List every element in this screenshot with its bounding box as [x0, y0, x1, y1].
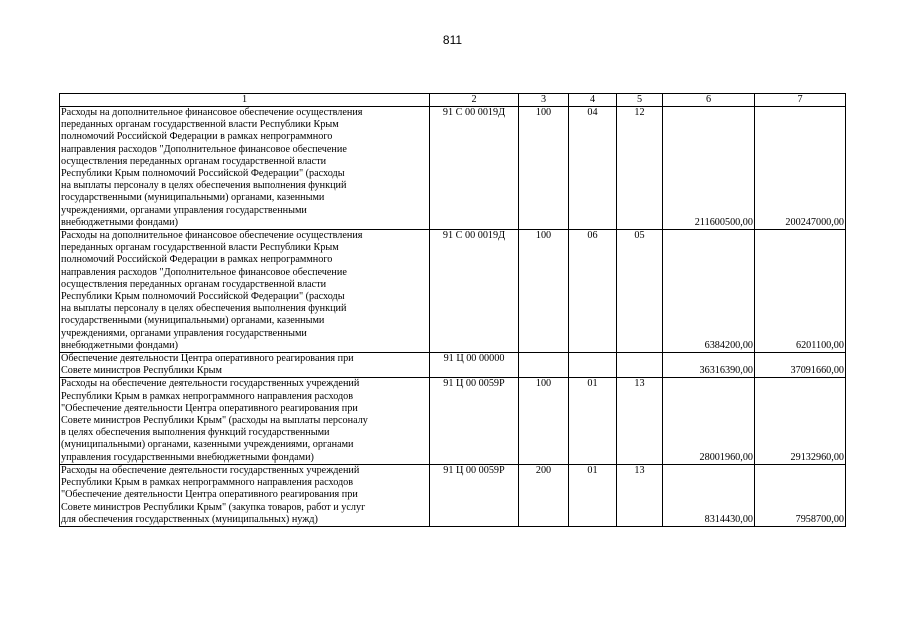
- target-article-code: 91 Ц 00 00000: [430, 353, 519, 378]
- expense-description: Расходы на обеспечение деятельности государственных учреждений Республики Крым в рамках непрограммного направления расходов "Обеспечение деятельности Центра оперативного реагирования при Совете министров Республики Крым" (закупка товаров, работ и услуг для обеспечения государственных (муниципальных) нужд): [60, 464, 430, 526]
- amount-col6: 8314430,00: [663, 464, 755, 526]
- target-article-code: 91 С 00 0019Д: [430, 230, 519, 353]
- table-body: [60, 107, 846, 527]
- expense-description: Расходы на дополнительное финансовое обеспечение осуществления переданных органам государственной власти Республики Крым полномочий Российской Федерации в рамках непрограммного направления расходов "Дополнительное финансовое обеспечение осуществления переданных органам государственной власти Республики Крым полномочий Российской Федерации" (расходы на выплаты персоналу в целях обеспечения выполнения функций государственными (муниципальными) органами, казенными учреждениями, органами управления государственными внебюджетными фондами): [60, 107, 430, 230]
- expense-type-code: 100: [519, 107, 569, 230]
- budget-table: [59, 93, 846, 527]
- subsection-code: 13: [617, 378, 663, 464]
- amount-col7: 6201100,00: [755, 230, 846, 353]
- amount-col7: 200247000,00: [755, 107, 846, 230]
- expense-type-code: [519, 353, 569, 378]
- expense-type-code: 100: [519, 378, 569, 464]
- column-header: 7: [755, 94, 846, 107]
- expense-description: Расходы на обеспечение деятельности государственных учреждений Республики Крым в рамках непрограммного направления расходов "Обеспечение деятельности Центра оперативного реагирования при Совете министров Республики Крым" (расходы на выплаты персоналу в целях обеспечения выполнения функций государственными (муниципальными) органами, казенными учреждениями, органами управления государственными внебюджетными фондами): [60, 378, 430, 464]
- column-header: 6: [663, 94, 755, 107]
- table-row: [60, 464, 846, 526]
- section-code: [569, 353, 617, 378]
- table-row: [60, 107, 846, 230]
- amount-col6: 36316390,00: [663, 353, 755, 378]
- section-code: 04: [569, 107, 617, 230]
- expense-type-code: 200: [519, 464, 569, 526]
- table-header-row: [60, 94, 846, 107]
- table-row: [60, 353, 846, 378]
- section-code: 01: [569, 464, 617, 526]
- target-article-code: 91 Ц 00 0059Р: [430, 378, 519, 464]
- subsection-code: [617, 353, 663, 378]
- amount-col6: 6384200,00: [663, 230, 755, 353]
- expense-description: Обеспечение деятельности Центра оперативного реагирования при Совете министров Республики Крым: [60, 353, 430, 378]
- amount-col7: 37091660,00: [755, 353, 846, 378]
- expense-type-code: 100: [519, 230, 569, 353]
- subsection-code: 12: [617, 107, 663, 230]
- amount-col7: 29132960,00: [755, 378, 846, 464]
- target-article-code: 91 Ц 00 0059Р: [430, 464, 519, 526]
- expense-description: Расходы на дополнительное финансовое обеспечение осуществления переданных органам государственной власти Республики Крым полномочий Российской Федерации в рамках непрограммного направления расходов "Дополнительное финансовое обеспечение осуществления переданных органам государственной власти Республики Крым полномочий Российской Федерации" (расходы на выплаты персоналу в целях обеспечения выполнения функций государственными (муниципальными) органами, казенными учреждениями, органами управления государственными внебюджетными фондами): [60, 230, 430, 353]
- column-header: 2: [430, 94, 519, 107]
- section-code: 01: [569, 378, 617, 464]
- subsection-code: 05: [617, 230, 663, 353]
- table-row: [60, 230, 846, 353]
- table-row: [60, 378, 846, 464]
- subsection-code: 13: [617, 464, 663, 526]
- amount-col7: 7958700,00: [755, 464, 846, 526]
- column-header: 1: [60, 94, 430, 107]
- page-number: 811: [442, 33, 463, 47]
- section-code: 06: [569, 230, 617, 353]
- column-header: 3: [519, 94, 569, 107]
- column-header: 4: [569, 94, 617, 107]
- amount-col6: 211600500,00: [663, 107, 755, 230]
- target-article-code: 91 С 00 0019Д: [430, 107, 519, 230]
- column-header: 5: [617, 94, 663, 107]
- amount-col6: 28001960,00: [663, 378, 755, 464]
